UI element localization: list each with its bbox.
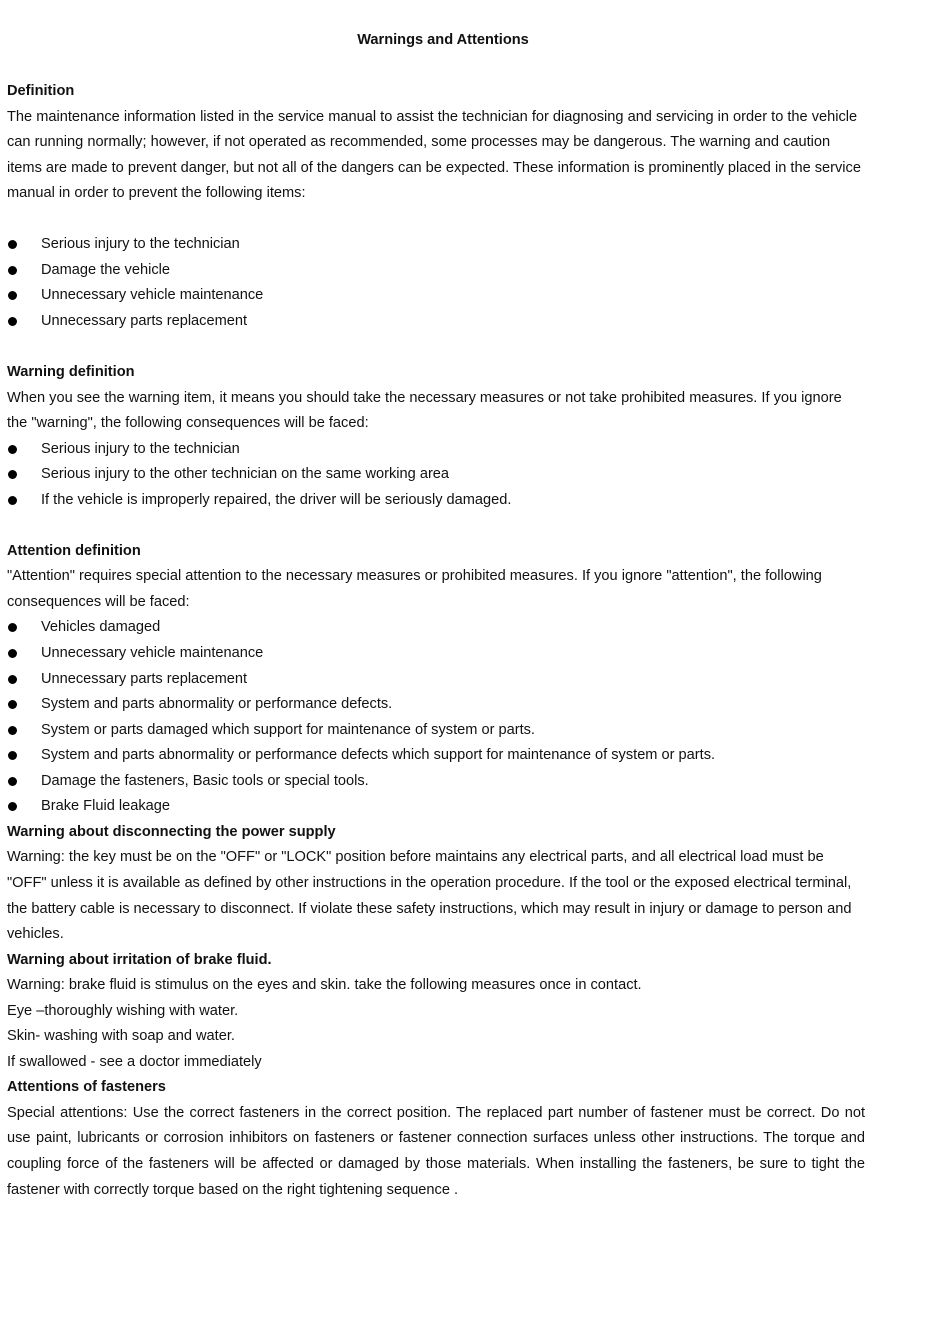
list-item	[7, 283, 865, 309]
list-item-text: System and parts abnormality or performance defects.	[41, 696, 393, 713]
section-heading-definition: Definition	[7, 83, 75, 99]
bullet-icon	[8, 240, 17, 249]
brake-fluid-line: Eye –thoroughly wishing with water.	[7, 1002, 239, 1019]
list-item-text: Damage the vehicle	[41, 261, 170, 278]
list-item	[7, 743, 865, 769]
bullet-icon	[8, 777, 17, 786]
fasteners-paragraph: Special attentions: Use the correct fasteners in the correct position. The replaced part number of fastener must be correct. Do not use paint, lubricants or corrosion inhibitors on fasteners or fastener connection surfaces unless other instructions. The torque and coupling force of the fasteners will be affected or damaged by those materials. When installing the fasteners, be sure to tight the fastener with correctly torque based on the right tightening sequence .	[7, 1104, 865, 1198]
document-body	[7, 79, 865, 1203]
bullet-icon	[8, 291, 17, 300]
section-heading-attention-definition: Attention definition	[7, 542, 141, 559]
warning-bullet-list	[7, 437, 865, 514]
attention-bullet-list	[7, 615, 865, 819]
brake-fluid-line: Skin- washing with soap and water.	[7, 1028, 235, 1045]
section-heading-fasteners: Attentions of fasteners	[7, 1079, 166, 1096]
list-item	[7, 232, 865, 258]
spacer	[7, 334, 865, 360]
list-item-text: Vehicles damaged	[41, 619, 161, 636]
list-item-text: Unnecessary vehicle maintenance	[41, 645, 264, 662]
list-item-text: System or parts damaged which support for maintenance of system or parts.	[41, 721, 535, 738]
list-item	[7, 615, 865, 641]
brake-fluid-line: Warning: brake fluid is stimulus on the eyes and skin. take the following measures once in contact.	[7, 977, 642, 994]
list-item	[7, 258, 865, 284]
list-item	[7, 309, 865, 335]
bullet-icon	[8, 649, 17, 658]
bullet-icon	[8, 751, 17, 760]
definition-bullet-list	[7, 232, 865, 334]
list-item-text: Serious injury to the technician	[41, 440, 240, 457]
spacer	[7, 207, 865, 233]
section-heading-warning-definition: Warning definition	[7, 364, 135, 381]
definition-paragraph: The maintenance information listed in the service manual to assist the technician for diagnosing and servicing in order to the vehicle can running normally; however, if not operated as recommended, some processes may be dangerous. The warning and caution items are made to prevent danger, but not all of the dangers can be expected. These information is prominently placed in the service manual in order to prevent the following items:	[7, 108, 861, 202]
list-item-text: Brake Fluid leakage	[41, 798, 170, 815]
brake-fluid-line: If swallowed - see a doctor immediately	[7, 1053, 262, 1070]
bullet-icon	[8, 675, 17, 684]
list-item	[7, 437, 865, 463]
list-item-text: If the vehicle is improperly repaired, the driver will be seriously damaged.	[41, 491, 512, 508]
list-item-text: Damage the fasteners, Basic tools or special tools.	[41, 772, 369, 789]
bullet-icon	[8, 266, 17, 275]
attention-definition-paragraph: "Attention" requires special attention to the necessary measures or prohibited measures. If you ignore "attention", the following consequences will be faced:	[7, 568, 822, 610]
bullet-icon	[8, 623, 17, 632]
list-item-text: Unnecessary vehicle maintenance	[41, 287, 264, 304]
bullet-icon	[8, 726, 17, 735]
list-item	[7, 718, 865, 744]
list-item-text: Serious injury to the technician	[41, 236, 240, 253]
warning-definition-paragraph: When you see the warning item, it means you should take the necessary measures or not take prohibited measures. If you ignore the "warning", the following consequences will be faced:	[7, 389, 842, 432]
section-heading-brake-fluid: Warning about irritation of brake fluid.	[7, 951, 272, 968]
spacer	[7, 513, 865, 539]
list-item	[7, 692, 865, 718]
list-item	[7, 462, 865, 488]
bullet-icon	[8, 802, 17, 811]
bullet-icon	[8, 470, 17, 479]
list-item-text: Serious injury to the other technician on the same working area	[41, 466, 450, 483]
bullet-icon	[8, 445, 17, 454]
list-item	[7, 794, 865, 820]
list-item	[7, 641, 865, 667]
power-supply-paragraph: Warning: the key must be on the "OFF" or "LOCK" position before maintains any electrical parts, and all electrical load must be "OFF" unless it is available as defined by other instructions in the operation procedure. If the tool or the exposed electrical terminal, the battery cable is necessary to disconnect. If violate these safety instructions, which may result in injury or damage to person and vehicles.	[7, 849, 852, 943]
list-item-text: Unnecessary parts replacement	[41, 670, 248, 687]
bullet-icon	[8, 700, 17, 709]
section-heading-power-supply: Warning about disconnecting the power supply	[7, 823, 336, 840]
list-item-text: System and parts abnormality or performance defects which support for maintenance of system or parts.	[41, 747, 716, 764]
list-item	[7, 769, 865, 795]
list-item	[7, 488, 865, 514]
list-item	[7, 667, 865, 693]
bullet-icon	[8, 496, 17, 505]
list-item-text: Unnecessary parts replacement	[41, 312, 248, 329]
bullet-icon	[8, 317, 17, 326]
page-title: Warnings and Attentions	[357, 32, 529, 48]
